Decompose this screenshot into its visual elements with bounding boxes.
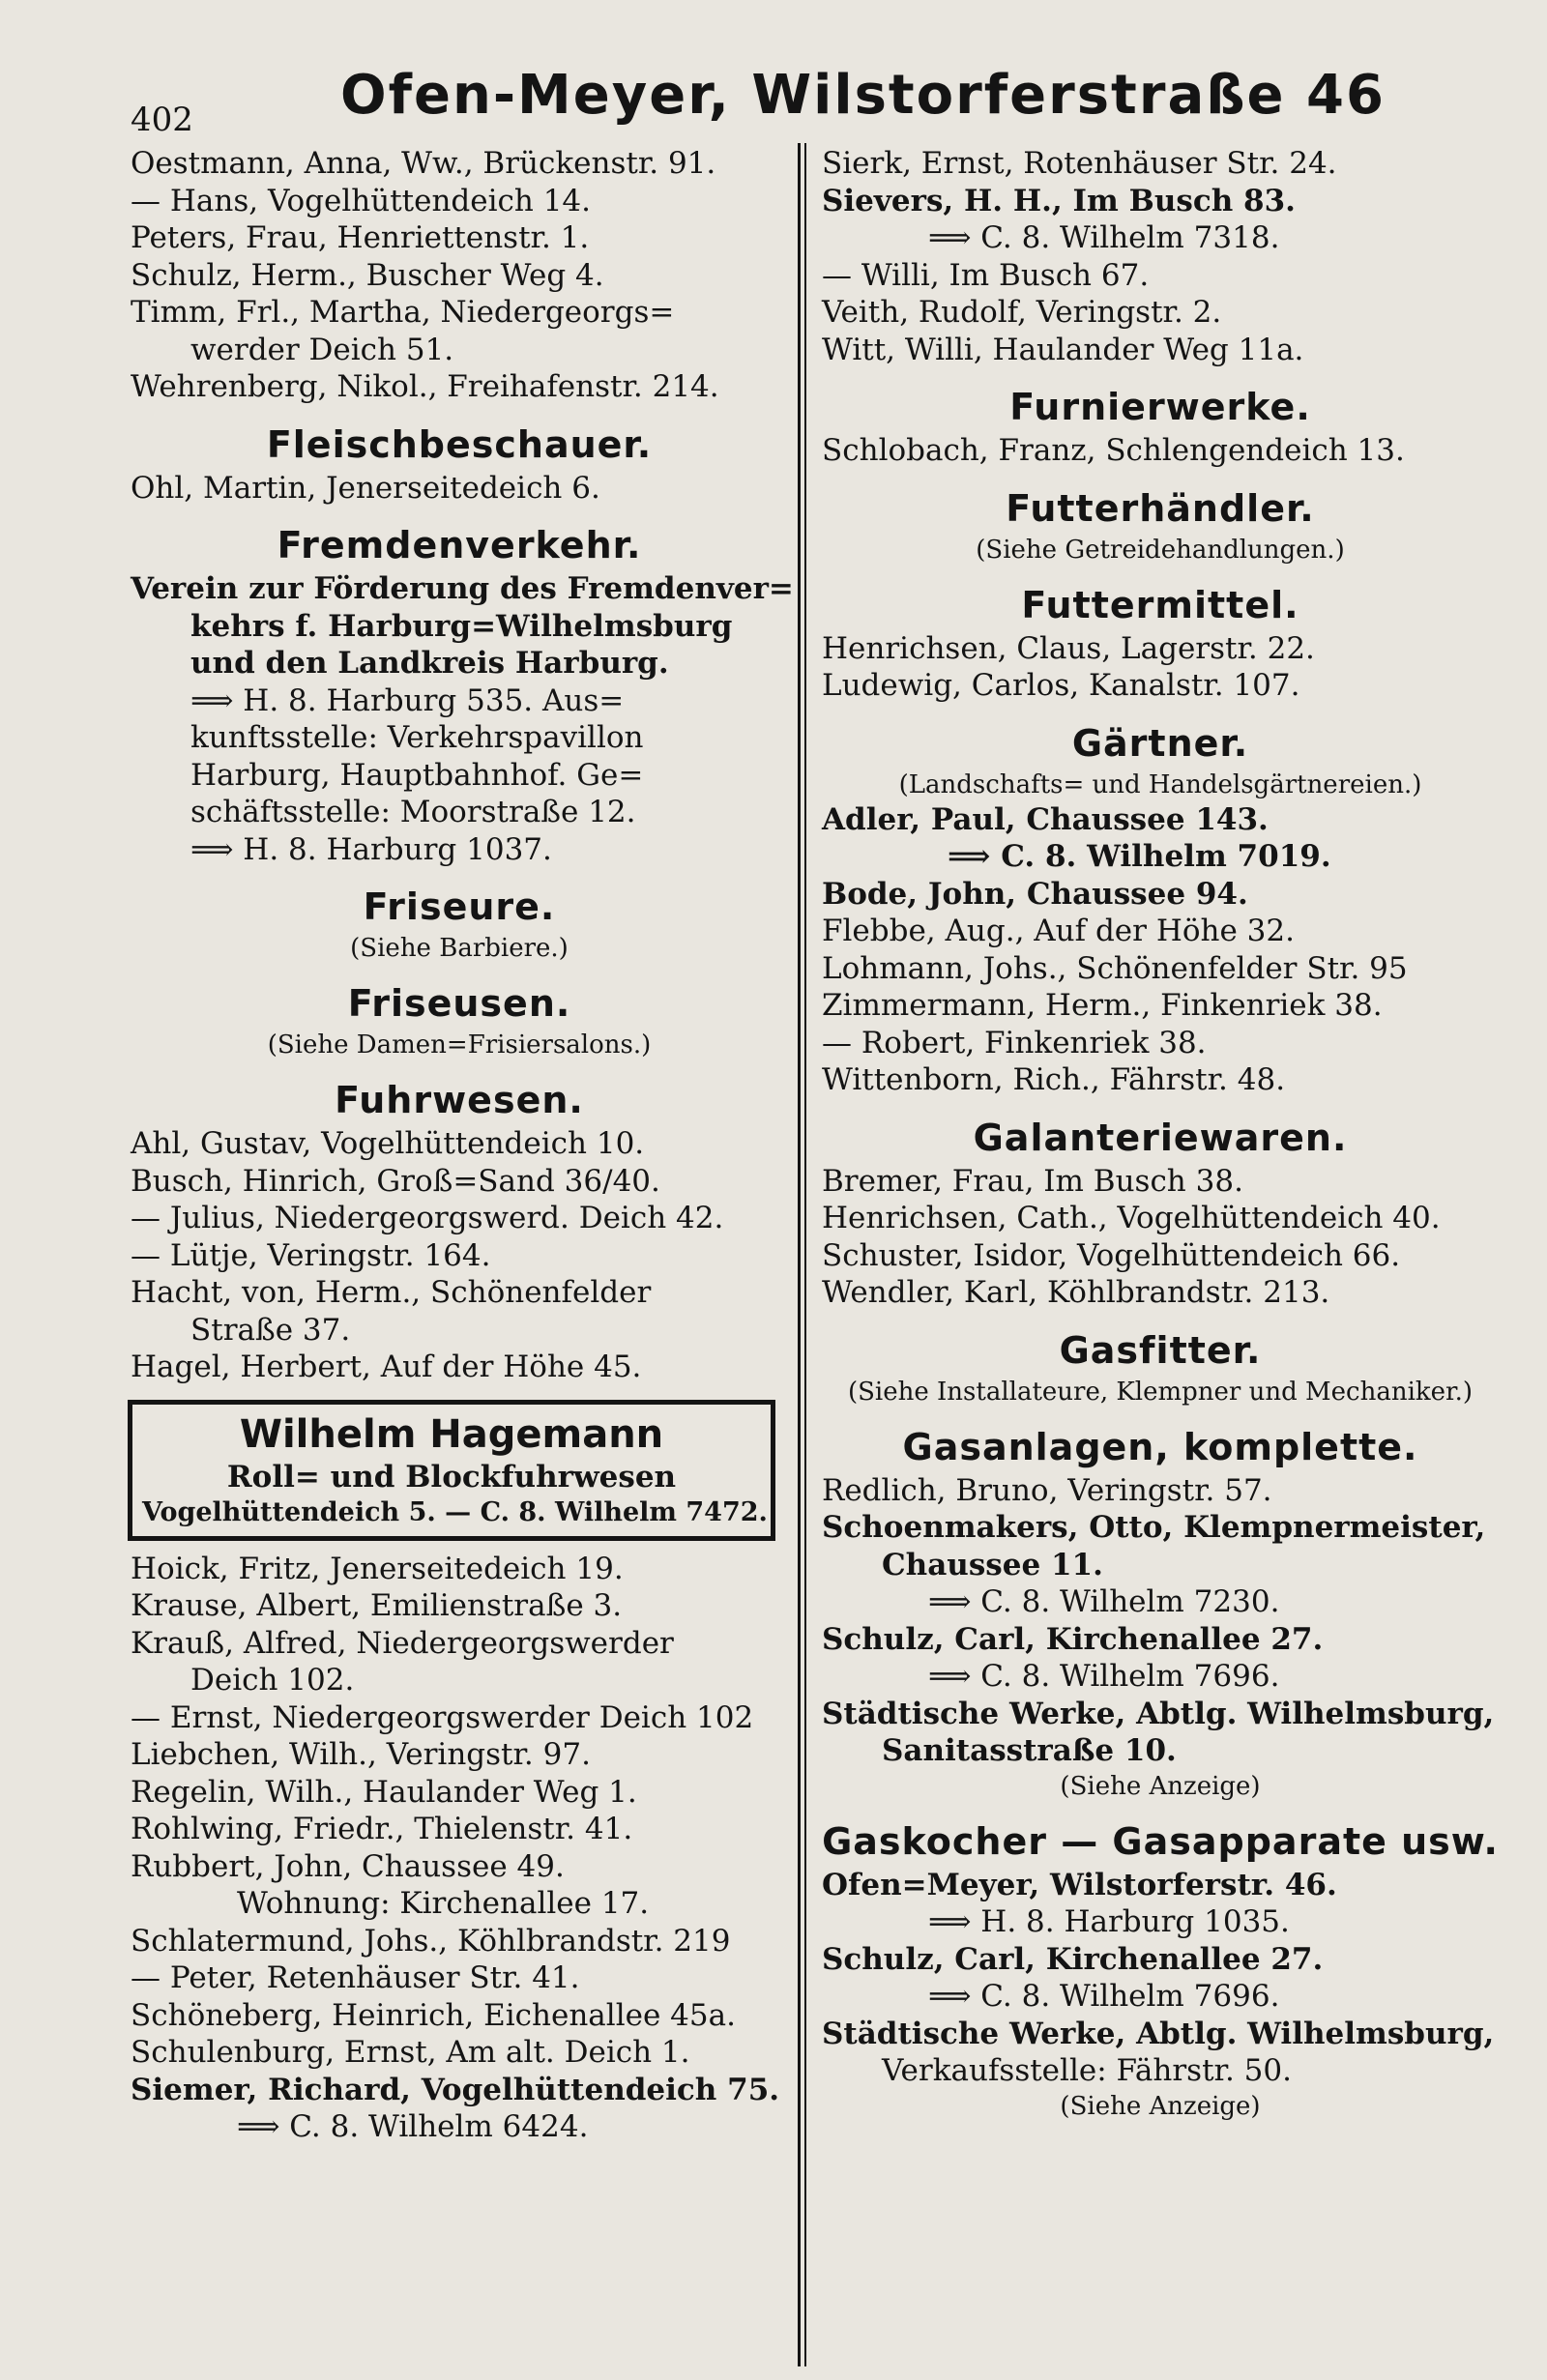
section-heading: Gärtner. [1071,721,1249,765]
directory-entry: und den Landkreis Harburg. [190,646,669,681]
directory-entry: Flebbe, Aug., Auf der Höhe 32. [822,914,1295,948]
directory-entry: Wittenborn, Rich., Fährstr. 48. [822,1062,1286,1097]
directory-entry: Sierk, Ernst, Rotenhäuser Str. 24. [822,146,1337,181]
cross-reference-note: (Siehe Anzeige) [1060,1771,1261,1801]
directory-entry: Chaussee 11. [882,1547,1103,1582]
directory-entry: Schulz, Carl, Kirchenallee 27. [822,1941,1324,1977]
directory-entry: schäftsstelle: Moorstraße 12. [190,795,636,829]
directory-entry: Schoenmakers, Otto, Klempnermeister, [822,1510,1486,1545]
directory-entry: — Lütje, Veringstr. 164. [131,1237,491,1273]
section-heading: Gasanlagen, komplette. [902,1425,1418,1468]
cross-reference-note: (Siehe Damen=Frisiersalons.) [267,1030,652,1059]
cross-reference-note: (Siehe Installateure, Klempner und Mechaniker.) [847,1377,1474,1407]
directory-entry: Rubbert, John, Chaussee 49. [131,1848,565,1884]
section-heading: Futtermittel. [1021,583,1299,626]
directory-entry: Redlich, Bruno, Veringstr. 57. [822,1472,1272,1508]
page-number: 402 [131,101,193,139]
directory-entry: ⟹ H. 8. Harburg 535. Aus= [190,682,625,718]
right-column [822,145,1499,2123]
directory-entry: Hoick, Fritz, Jenerseitedeich 19. [131,1551,624,1586]
directory-entry: Oestmann, Anna, Ww., Brückenstr. 91. [131,146,716,181]
directory-entry: ⟹ C. 8. Wilhelm 7696. [928,1659,1280,1694]
directory-entry: — Robert, Finkenriek 38. [822,1025,1207,1060]
directory-entry: Wohnung: Kirchenallee 17. [237,1886,650,1921]
directory-entry: ⟹ H. 8. Harburg 1035. [928,1904,1290,1939]
directory-entry: — Willi, Im Busch 67. [822,257,1150,293]
cross-reference-note: (Siehe Getreidehandlungen.) [976,535,1345,565]
section-heading: Friseure. [363,885,556,928]
directory-entry: Lohmann, Johs., Schönenfelder Str. 95 [822,950,1408,986]
directory-entry: Rohlwing, Friedr., Thielenstr. 41. [131,1812,633,1846]
directory-entry: Schulz, Herm., Buscher Weg 4. [131,257,604,293]
directory-entry: Ludewig, Carlos, Kanalstr. 107. [822,668,1300,703]
directory-entry: Ohl, Martin, Jenerseitedeich 6. [131,470,600,506]
column-divider [798,143,801,2366]
directory-entry: Städtische Werke, Abtlg. Wilhelmsburg, [822,1696,1495,1731]
directory-entry: Schulenburg, Ernst, Am alt. Deich 1. [131,2035,690,2070]
directory-entry: Verein zur Förderung des Fremdenver= [131,571,794,606]
page-header: Ofen-Meyer, Wilstorferstraße 46 [340,64,1386,127]
directory-entry: Timm, Frl., Martha, Niedergeorgs= [131,295,675,330]
directory-entry: Krause, Albert, Emilienstraße 3. [131,1588,623,1623]
directory-entry: — Julius, Niedergeorgswerd. Deich 42. [131,1201,724,1235]
section-heading: Gasfitter. [1059,1328,1262,1372]
section-heading: Fremdenverkehr. [277,524,642,566]
advertisement-box [128,1400,775,1541]
directory-entry: Sanitasstraße 10. [882,1733,1177,1768]
directory-entry: Hacht, von, Herm., Schönenfelder [131,1275,652,1310]
directory-entry: ⟹ C. 8. Wilhelm 6424. [237,2109,589,2144]
section-heading: Furnierwerke. [1009,386,1311,428]
directory-entry: Verkaufsstelle: Fährstr. 50. [882,2053,1292,2088]
section-heading: Galanteriewaren. [973,1116,1348,1159]
section-heading: Futterhändler. [1006,486,1315,530]
directory-entry: Wehrenberg, Nikol., Freihafenstr. 214. [131,369,719,404]
directory-entry: kehrs f. Harburg=Wilhelmsburg [190,608,733,644]
directory-entry: — Ernst, Niedergeorgswerder Deich 102 [131,1699,754,1735]
directory-entry: — Peter, Retenhäuser Str. 41. [131,1960,580,1995]
directory-entry: ⟹ C. 8. Wilhelm 7019. [948,839,1331,874]
directory-entry: Schuster, Isidor, Vogelhüttendeich 66. [822,1237,1401,1273]
directory-entry: Städtische Werke, Abtlg. Wilhelmsburg, [822,2016,1495,2051]
directory-entry: Veith, Rudolf, Veringstr. 2. [822,295,1222,330]
cross-reference-note: (Siehe Barbiere.) [350,934,569,963]
directory-entry: Busch, Hinrich, Groß=Sand 36/40. [131,1163,660,1199]
section-heading: Gaskocher — Gasapparate usw. [822,1819,1499,1863]
directory-entry: Harburg, Hauptbahnhof. Ge= [190,757,644,793]
directory-entry: — Hans, Vogelhüttendeich 14. [131,183,592,218]
directory-entry: ⟹ H. 8. Harburg 1037. [190,831,552,867]
directory-entry: Sievers, H. H., Im Busch 83. [822,183,1296,218]
directory-entry: Adler, Paul, Chaussee 143. [822,801,1269,837]
directory-entry: Henrichsen, Claus, Lagerstr. 22. [822,630,1315,666]
directory-entry: Peters, Frau, Henriettenstr. 1. [131,220,590,255]
directory-entry: ⟹ C. 8. Wilhelm 7230. [928,1584,1280,1619]
directory-entry: Ahl, Gustav, Vogelhüttendeich 10. [131,1126,645,1161]
ad-line: Wilhelm Hagemann [239,1411,664,1457]
directory-entry: ⟹ C. 8. Wilhelm 7318. [928,220,1280,255]
directory-entry: Bremer, Frau, Im Busch 38. [822,1163,1243,1199]
column-divider-inner [804,143,806,2366]
section-heading: Fleischbeschauer. [266,422,653,466]
section-heading: Fuhrwesen. [335,1079,584,1121]
directory-entry: Zimmermann, Herm., Finkenriek 38. [822,988,1383,1023]
directory-entry: Wendler, Karl, Köhlbrandstr. 213. [822,1275,1330,1310]
directory-entry: Schlatermund, Johs., Köhlbrandstr. 219 [131,1923,731,1959]
directory-entry: Regelin, Wilh., Haulander Weg 1. [131,1774,637,1810]
cross-reference-note: (Landschafts= und Handelsgärtnereien.) [898,769,1422,799]
directory-entry: werder Deich 51. [190,332,454,367]
directory-entry: Witt, Willi, Haulander Weg 11a. [822,332,1304,367]
ad-line: Vogelhüttendeich 5. — C. 8. Wilhelm 7472. [142,1496,768,1527]
directory-entry: Straße 37. [190,1312,351,1348]
section-heading: Friseusen. [347,982,571,1025]
directory-entry: Liebchen, Wilh., Veringstr. 97. [131,1737,591,1772]
cross-reference-note: (Siehe Anzeige) [1060,2091,1261,2121]
ad-line: Roll= und Blockfuhrwesen [226,1459,677,1495]
directory-entry: Bode, John, Chaussee 94. [822,876,1248,912]
directory-entry: Schulz, Carl, Kirchenallee 27. [822,1621,1324,1657]
directory-entry: Henrichsen, Cath., Vogelhüttendeich 40. [822,1201,1441,1235]
directory-entry: Schöneberg, Heinrich, Eichenallee 45a. [131,1997,736,2033]
left-column [131,145,794,2146]
directory-entry: Schlobach, Franz, Schlengendeich 13. [822,433,1405,468]
directory-entry: Deich 102. [190,1663,355,1698]
directory-entry: Siemer, Richard, Vogelhüttendeich 75. [131,2072,780,2107]
directory-entry: Krauß, Alfred, Niedergeorgswerder [131,1625,674,1661]
directory-entry: Hagel, Herbert, Auf der Höhe 45. [131,1350,642,1384]
directory-entry: ⟹ C. 8. Wilhelm 7696. [928,1979,1280,2014]
directory-entry: Ofen=Meyer, Wilstorferstr. 46. [822,1867,1337,1902]
directory-entry: kunftsstelle: Verkehrspavillon [190,720,644,755]
